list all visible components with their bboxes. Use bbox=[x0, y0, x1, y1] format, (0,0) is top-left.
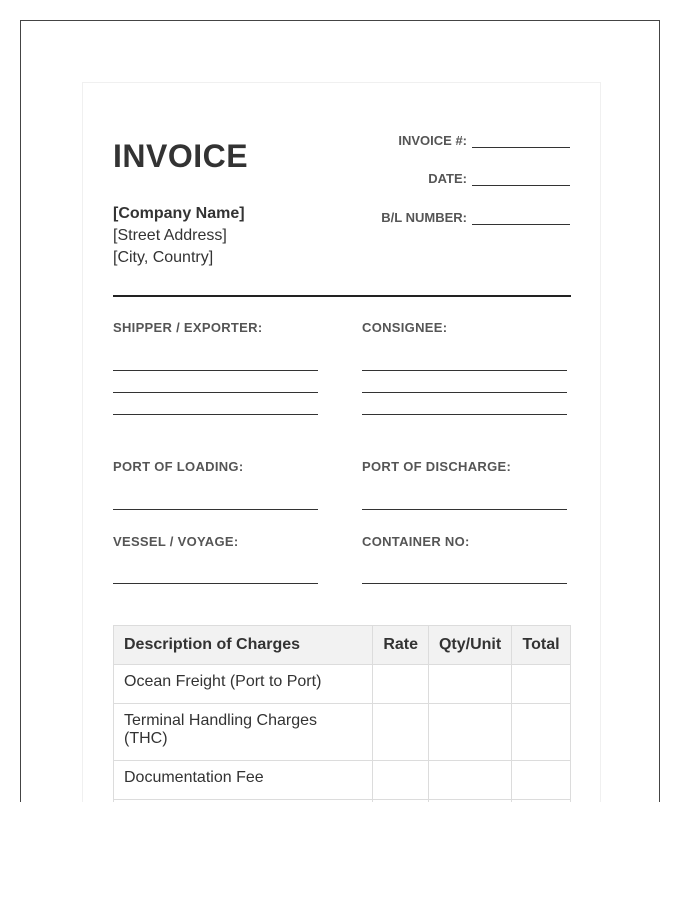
invoice-page bbox=[82, 82, 601, 802]
consignee-line-1[interactable] bbox=[362, 370, 567, 371]
vessel-voyage-line[interactable] bbox=[113, 583, 318, 584]
shipper-label: SHIPPER / EXPORTER: bbox=[113, 320, 263, 335]
charge-total-cell[interactable] bbox=[512, 704, 571, 761]
date-field bbox=[428, 171, 570, 186]
consignee-line-2[interactable] bbox=[362, 392, 567, 393]
header-qty-unit: Qty/Unit bbox=[429, 626, 512, 665]
charge-description: Ocean Freight (Port to Port) bbox=[114, 665, 373, 704]
header-divider bbox=[113, 295, 571, 297]
company-name: [Company Name] bbox=[113, 205, 245, 222]
charge-rate-cell[interactable] bbox=[373, 665, 429, 704]
date-blank[interactable] bbox=[472, 173, 570, 186]
charge-description: Terminal Handling Charges (THC) bbox=[114, 704, 373, 761]
charge-total-cell[interactable] bbox=[512, 665, 571, 704]
company-city: [City, Country] bbox=[113, 249, 214, 266]
table-row bbox=[114, 704, 571, 761]
table-row bbox=[114, 665, 571, 704]
charge-rate-cell[interactable] bbox=[373, 761, 429, 800]
consignee-label: CONSIGNEE: bbox=[362, 320, 448, 335]
document-frame bbox=[20, 20, 660, 802]
company-block bbox=[113, 203, 245, 269]
invoice-number-label: INVOICE #: bbox=[398, 133, 467, 148]
shipper-line-1[interactable] bbox=[113, 370, 318, 371]
charge-total-cell[interactable] bbox=[512, 800, 571, 803]
invoice-title: INVOICE bbox=[113, 138, 249, 174]
shipper-line-2[interactable] bbox=[113, 392, 318, 393]
charge-description bbox=[114, 800, 373, 803]
date-label: DATE: bbox=[428, 171, 467, 186]
header-description: Description of Charges bbox=[114, 626, 373, 665]
company-street: [Street Address] bbox=[113, 227, 227, 244]
container-no-label: CONTAINER NO: bbox=[362, 534, 470, 549]
header-total: Total bbox=[512, 626, 571, 665]
table-row bbox=[114, 800, 571, 803]
port-of-discharge-line[interactable] bbox=[362, 509, 567, 510]
container-no-line[interactable] bbox=[362, 583, 567, 584]
charge-total-cell[interactable] bbox=[512, 761, 571, 800]
charge-description: Documentation Fee bbox=[114, 761, 373, 800]
shipper-line-3[interactable] bbox=[113, 414, 318, 415]
charge-qty-cell[interactable] bbox=[429, 800, 512, 803]
vessel-voyage-label: VESSEL / VOYAGE: bbox=[113, 534, 239, 549]
bl-number-label: B/L NUMBER: bbox=[381, 210, 467, 225]
charge-qty-cell[interactable] bbox=[429, 761, 512, 800]
bl-number-field bbox=[381, 210, 570, 225]
port-of-discharge-label: PORT OF DISCHARGE: bbox=[362, 459, 512, 474]
charge-qty-cell[interactable] bbox=[429, 704, 512, 761]
invoice-number-blank[interactable] bbox=[472, 135, 570, 148]
header-rate: Rate bbox=[373, 626, 429, 665]
table-row bbox=[114, 761, 571, 800]
bl-number-blank[interactable] bbox=[472, 212, 570, 225]
charge-rate-cell[interactable] bbox=[373, 800, 429, 803]
port-of-loading-label: PORT OF LOADING: bbox=[113, 459, 244, 474]
charges-table bbox=[113, 625, 571, 802]
invoice-number-field bbox=[398, 133, 570, 148]
table-header-row bbox=[114, 626, 571, 665]
charge-qty-cell[interactable] bbox=[429, 665, 512, 704]
consignee-line-3[interactable] bbox=[362, 414, 567, 415]
port-of-loading-line[interactable] bbox=[113, 509, 318, 510]
charge-rate-cell[interactable] bbox=[373, 704, 429, 761]
